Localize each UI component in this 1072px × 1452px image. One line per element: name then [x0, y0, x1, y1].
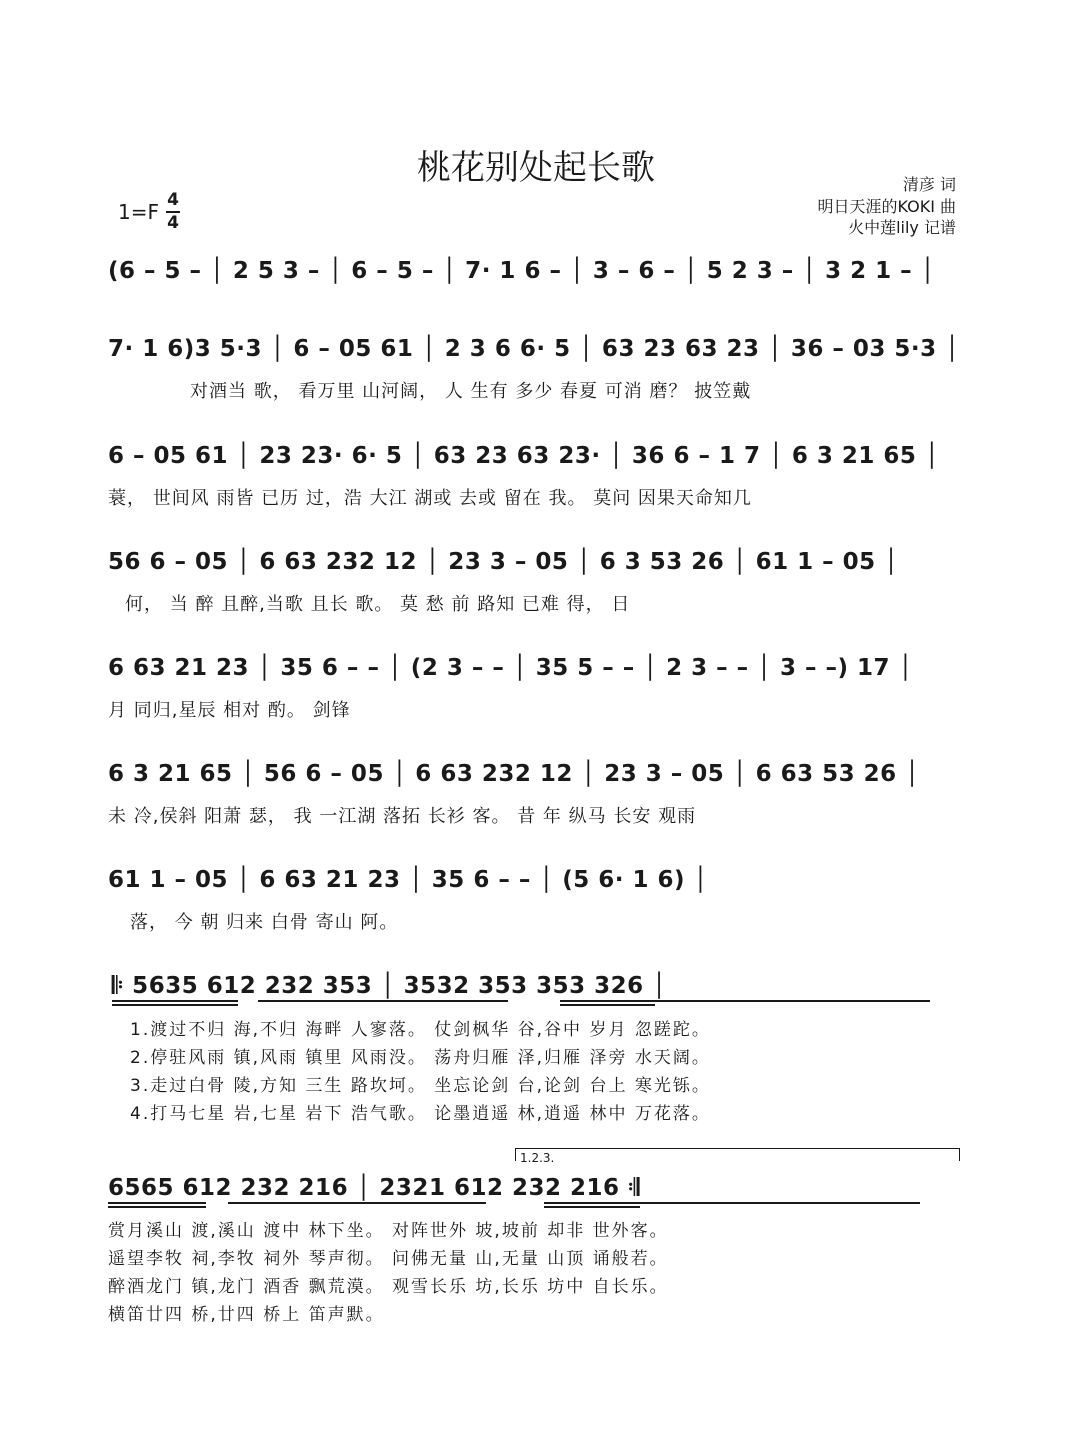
chorus-b-verse-1: 赏月溪山 渡,溪山 渡中 林下坐。 对阵世外 坡,坡前 却非 世外客。: [108, 1221, 669, 1241]
system-5-lyrics: 月 同归,星辰 相对 酌。 剑锋: [108, 700, 351, 721]
chorus-a-notes: 𝄆 5635 612 232 353 │ 3532 353 353 326 │: [112, 973, 667, 999]
system-3-lyrics: 蓑， 世间风 雨皆 已历 过，浩 大江 湖或 去或 留在 我。 莫问 因果天命知几: [108, 488, 752, 509]
chorus-a-verse-3: 3.走过白骨 陵,方知 三生 路坎坷。 坐忘论剑 台,论剑 台上 寒光铄。: [130, 1076, 711, 1096]
system-6-notes: 6 3 21 65 │ 56 6 – 05 │ 6 63 232 12 │ 23 3 – 05 │ 6 63 53 26 │: [108, 761, 920, 787]
chorus-b-verse-4: 横笛廿四 桥,廿四 桥上 笛声默。: [108, 1305, 385, 1325]
volta-bracket: [515, 1148, 960, 1161]
chorus-a-verse-1: 1.渡过不归 海,不归 海畔 人寥落。 仗剑枫华 谷,谷中 岁月 忽蹉跎。: [130, 1020, 711, 1040]
system-7-lyrics: 落， 今 朝 归来 白骨 寄山 阿。: [130, 912, 399, 933]
system-7-notes: 61 1 – 05 │ 6 63 21 23 │ 35 6 – – │ (5 6· 1 6) │: [108, 867, 708, 893]
composer-credit: 明日天涯的KOKI 曲: [817, 197, 956, 216]
chorus-b-notes: 6565 612 232 216 │ 2321 612 232 216 𝄇: [108, 1175, 640, 1201]
chorus-a-verse-2: 2.停驻风雨 镇,风雨 镇里 风雨没。 荡舟归雁 泽,归雁 泽旁 水天阔。: [130, 1048, 711, 1068]
system-5-notes: 6 63 21 23 │ 35 6 – – │ (2 3 – – │ 35 5 – – │ 2 3 – – │ 3 – –) 17 │: [108, 655, 913, 681]
lyricist-credit: 清彦 词: [902, 175, 956, 194]
time-signature-top: 4: [167, 190, 179, 210]
system-4-notes: 56 6 – 05 │ 6 63 232 12 │ 23 3 – 05 │ 6 3 53 26 │ 61 1 – 05 │: [108, 549, 899, 575]
system-3-notes: 6 – 05 61 │ 23 23· 6· 5 │ 63 23 63 23· │ 36 6 – 1 7 │ 6 3 21 65 │: [108, 443, 940, 469]
system-1-notes: (6 – 5 – │ 2 5 3 – │ 6 – 5 – │ 7· 1 6 – │ 3 – 6 – │ 5 2 3 – │ 3 2 1 – │: [108, 258, 935, 284]
system-4-lyrics: 何， 当 醉 且醉,当歌 且长 歌。 莫 愁 前 路知 已难 得， 日: [125, 594, 631, 615]
time-signature-bottom: 4: [167, 213, 179, 233]
page-title: 桃花别处起长歌: [417, 148, 655, 188]
volta-label: 1.2.3.: [520, 1151, 555, 1165]
key-signature: 1=F: [118, 200, 159, 224]
system-2-lyrics: 对酒当 歌， 看万里 山河阔， 人 生有 多少 春夏 可消 磨？ 披笠戴: [190, 381, 752, 402]
transcriber-credit: 火中莲lily 记谱: [848, 218, 956, 237]
system-6-lyrics: 未 冷,侯斜 阳萧 瑟， 我 一江湖 落拓 长衫 客。 昔 年 纵马 长安 观雨: [108, 806, 697, 827]
chorus-b-verse-3: 醉酒龙门 镇,龙门 酒香 飘荒漠。 观雪长乐 坊,长乐 坊中 自长乐。: [108, 1277, 669, 1297]
chorus-a-verse-4: 4.打马七星 岩,七星 岩下 浩气歌。 论墨逍遥 林,逍遥 林中 万花落。: [130, 1104, 711, 1124]
system-2-notes: 7· 1 6)3 5·3 │ 6 – 05 61 │ 2 3 6 6· 5 │ 63 23 63 23 │ 36 – 03 5·3 │: [108, 336, 960, 362]
chorus-b-verse-2: 遥望李牧 祠,李牧 祠外 琴声彻。 问佛无量 山,无量 山顶 诵般若。: [108, 1249, 669, 1269]
